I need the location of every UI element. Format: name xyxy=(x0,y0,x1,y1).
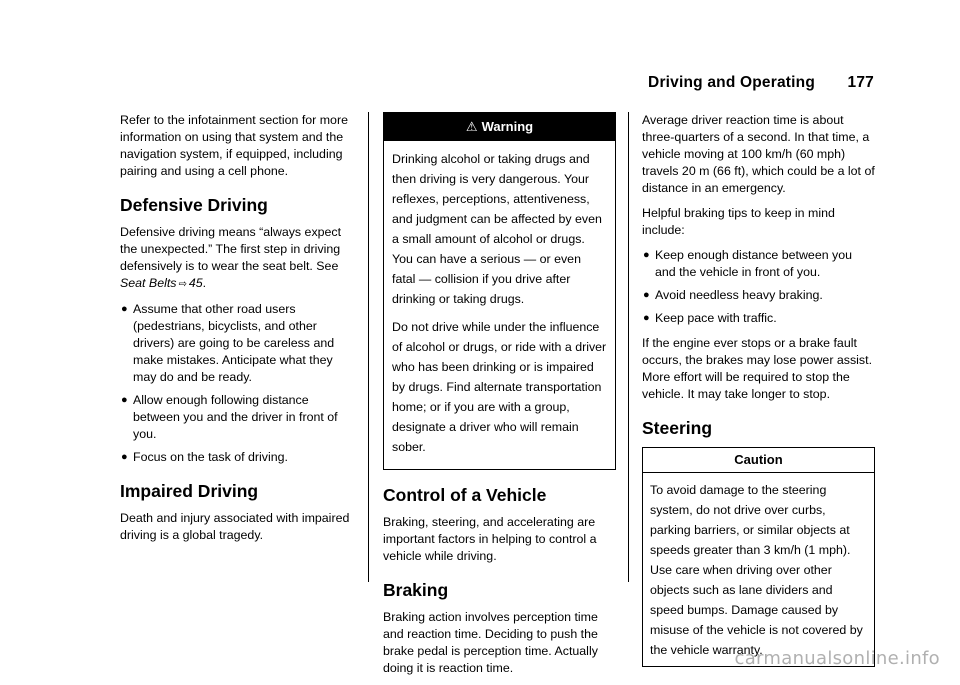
infotainment-paragraph: Refer to the infotainment section for more information on using that system and the navigation system, if equipped, including pairing and using a cell phone. xyxy=(120,113,348,178)
warning-box xyxy=(383,112,616,470)
list-item-text: Avoid needless heavy braking. xyxy=(655,288,823,302)
sentence-end: . xyxy=(202,276,207,290)
defensive-driving-paragraph xyxy=(120,224,352,293)
impaired-driving-heading: Impaired Driving xyxy=(120,481,259,501)
column-3 xyxy=(642,112,875,667)
warning-title: Warning xyxy=(481,119,534,134)
column-2 xyxy=(383,112,616,685)
control-of-vehicle-heading: Control of a Vehicle xyxy=(383,485,547,505)
bullet-icon: ● xyxy=(121,394,128,406)
list-item xyxy=(642,247,875,281)
defensive-bullet-list xyxy=(120,301,352,466)
list-item-text: Focus on the task of driving. xyxy=(133,450,288,464)
braking-tips-list xyxy=(642,247,875,327)
warning-title-bar xyxy=(384,113,615,141)
steering-heading: Steering xyxy=(642,418,713,438)
seat-belts-link[interactable]: Seat Belts xyxy=(120,276,177,290)
list-item-text: Assume that other road users (pedestrians, bicyclists, and other drivers) are going to be careless and make mistakes. Anticipate what they may do and be ready. xyxy=(133,302,335,384)
column-1 xyxy=(120,112,352,552)
impaired-driving-paragraph: Death and injury associated with impaired driving is a global tragedy. xyxy=(120,511,350,542)
defensive-text: Defensive driving means “always expect the unexpected.” The first step in driving defensively is to wear the seat belt. See xyxy=(120,225,342,273)
bullet-icon: ● xyxy=(121,303,128,315)
caution-title: Caution xyxy=(643,448,874,473)
defensive-driving-heading: Defensive Driving xyxy=(120,195,268,215)
page-number: 177 xyxy=(847,74,874,91)
column-divider xyxy=(628,112,629,582)
braking-tips-intro: Helpful braking tips to keep in mind include: xyxy=(642,206,835,237)
list-item-text: Keep enough distance between you and the vehicle in front of you. xyxy=(655,248,853,279)
section-title: Driving and Operating xyxy=(648,74,816,91)
list-item xyxy=(642,287,875,304)
list-item xyxy=(642,310,875,327)
warning-body xyxy=(384,141,615,469)
page-header xyxy=(648,74,874,92)
bullet-icon: ● xyxy=(643,249,650,261)
braking-heading: Braking xyxy=(383,580,449,600)
list-item xyxy=(120,392,352,443)
reaction-time-paragraph: Average driver reaction time is about three-quarters of a second. In that time, a vehicle moving at 100 km/h (60 mph) travels 20 m (66 ft), which could be a lot of distance in an emergency. xyxy=(642,113,875,195)
engine-stop-paragraph: If the engine ever stops or a brake fault occurs, the brakes may lose power assist. More effort will be required to stop the vehicle. It may take longer to stop. xyxy=(642,336,873,401)
page-ref-arrow-icon: ⇨ xyxy=(178,279,187,290)
column-divider xyxy=(368,112,369,582)
caution-box xyxy=(642,447,875,667)
braking-paragraph: Braking action involves perception time and reaction time. Deciding to push the brake pedal is perception time. Actually doing it is reaction time. xyxy=(383,610,598,675)
seat-belts-page-link[interactable]: 45 xyxy=(188,276,203,290)
caution-body: To avoid damage to the steering system, do not drive over curbs, parking barriers, or similar objects at speeds greater than 3 km/h (1 mph). Use care when driving over other objects such as lane dividers and speed bumps. Damage caused by misuse of the vehicle is not covered by the vehicle warranty. xyxy=(650,483,863,657)
warning-paragraph-1: Drinking alcohol or taking drugs and then driving is very dangerous. Your reflexes, perceptions, attentiveness, and judgment can be affected by even a small amount of alcohol or drugs. You can have a serious — or even fatal — collision if you drive after drinking or taking drugs. xyxy=(392,152,602,306)
list-item xyxy=(120,301,352,386)
bullet-icon: ● xyxy=(643,312,650,324)
list-item-text: Keep pace with traffic. xyxy=(655,311,777,325)
bullet-icon: ● xyxy=(121,451,128,463)
control-of-vehicle-paragraph: Braking, steering, and accelerating are important factors in helping to control a vehicle while driving. xyxy=(383,515,597,563)
warning-paragraph-2: Do not drive while under the influence of alcohol or drugs, or ride with a driver who has been drinking or is impaired by drugs. Find alternate transportation home; or if you are with a group, designate a driver who will remain sober. xyxy=(392,320,607,454)
bullet-icon: ● xyxy=(643,289,650,301)
list-item-text: Allow enough following distance between you and the driver in front of you. xyxy=(133,393,338,441)
warning-icon: ⚠ xyxy=(465,119,478,134)
watermark-link[interactable]: carmanualsonline.info xyxy=(734,648,940,669)
list-item xyxy=(120,449,352,466)
